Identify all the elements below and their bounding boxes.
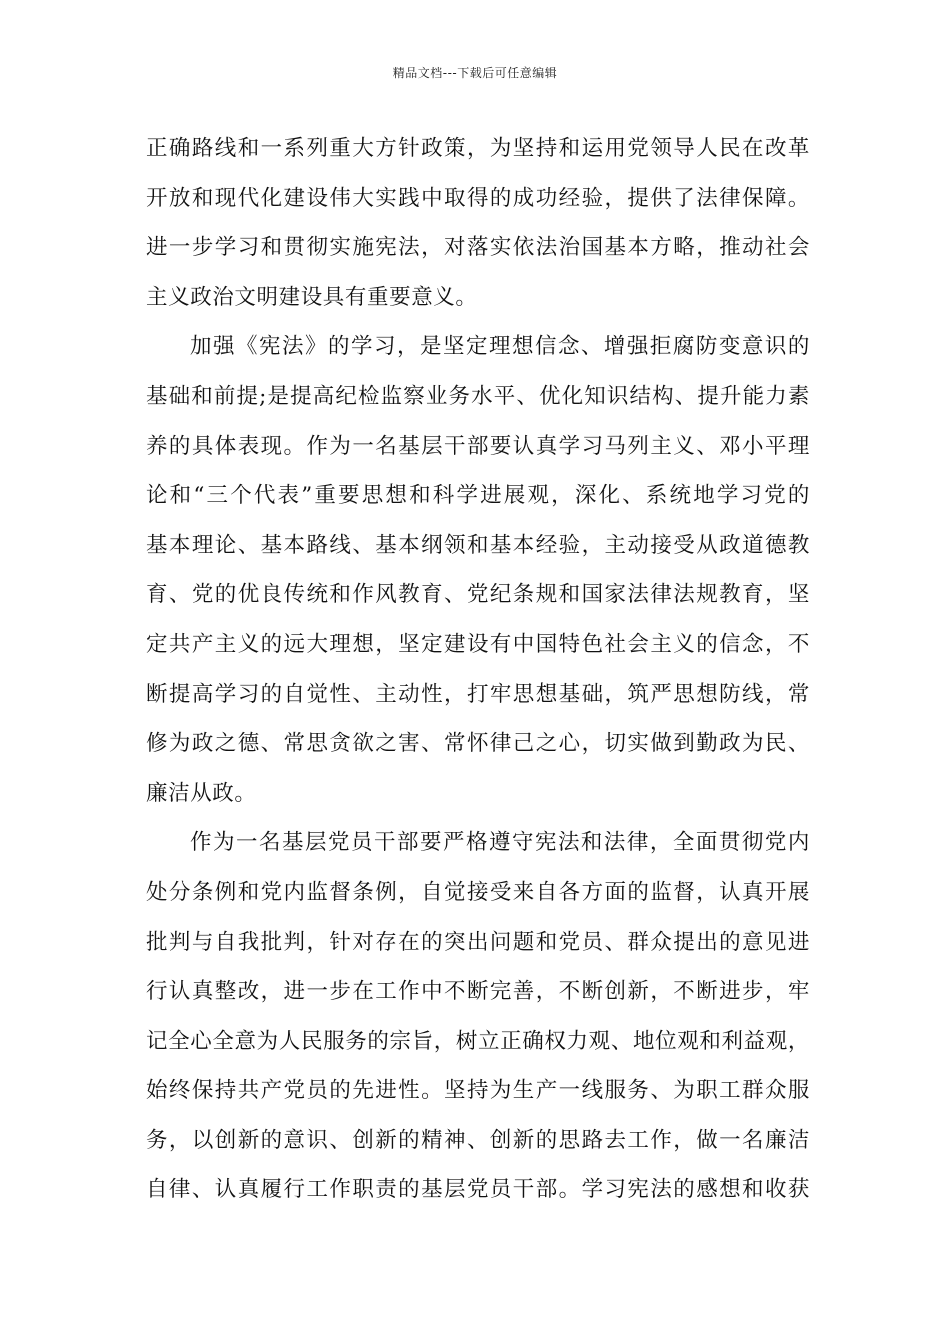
text-line: 务，以创新的意识、创新的精神、创新的思路去工作，做一名廉洁: [146, 1127, 810, 1153]
paragraph: [146, 124, 810, 322]
paragraph: [146, 322, 810, 818]
text-line: 主义政治文明建设具有重要意义。: [146, 284, 478, 310]
text-line: 正确路线和一系列重大方针政策，为坚持和运用党领导人民在改革: [146, 136, 810, 161]
page-header: 精品文档---下载后可任意编辑: [392, 66, 558, 80]
text-line: 自律、认真履行工作职责的基层党员干部。学习宪法的感想和收获: [146, 1177, 810, 1203]
text-line: 基本理论、基本路线、基本纲领和基本经验，主动接受从政道德教: [146, 532, 810, 558]
text-line: 断提高学习的自觉性、主动性，打牢思想基础，筑严思想防线，常: [146, 681, 810, 707]
text-line: 加强《宪法》的学习，是坚定理想信念、增强拒腐防变意识的: [190, 334, 810, 360]
text-line: 处分条例和党内监督条例，自觉接受来自各方面的监督，认真开展: [146, 879, 810, 905]
text-line: 批判与自我批判，针对存在的突出问题和党员、群众提出的意见进: [146, 929, 810, 955]
text-line: 廉洁从政。: [146, 780, 257, 806]
paragraph: [146, 818, 810, 1215]
text-line: 作为一名基层党员干部要严格遵守宪法和法律，全面贯彻党内: [190, 830, 810, 856]
text-line: 定共产主义的远大理想，坚定建设有中国特色社会主义的信念，不: [146, 631, 810, 657]
text-line: 育、党的优良传统和作风教育、党纪条规和国家法律法规教育，坚: [146, 582, 810, 608]
document-body: [146, 124, 810, 1215]
text-line: 行认真整改，进一步在工作中不断完善，不断创新，不断进步，牢: [146, 979, 810, 1005]
text-line: 始终保持共产党员的先进性。坚持为生产一线服务、为职工群众服: [146, 1078, 810, 1104]
text-line: 开放和现代化建设伟大实践中取得的成功经验，提供了法律保障。: [146, 185, 810, 211]
text-line: 基础和前提;是提高纪检监察业务水平、优化知识结构、提升能力素: [146, 383, 810, 409]
text-line: 论和“三个代表”重要思想和科学进展观，深化、系统地学习党的: [146, 483, 810, 509]
text-line: 修为政之德、常思贪欲之害、常怀律己之心，切实做到勤政为民、: [146, 731, 810, 757]
text-line: 养的具体表现。作为一名基层干部要认真学习马列主义、邓小平理: [146, 433, 810, 459]
text-line: 进一步学习和贯彻实施宪法，对落实依法治国基本方略，推动社会: [146, 235, 810, 261]
text-line: 记全心全意为人民服务的宗旨，树立正确权力观、地位观和利益观，: [146, 1028, 810, 1054]
